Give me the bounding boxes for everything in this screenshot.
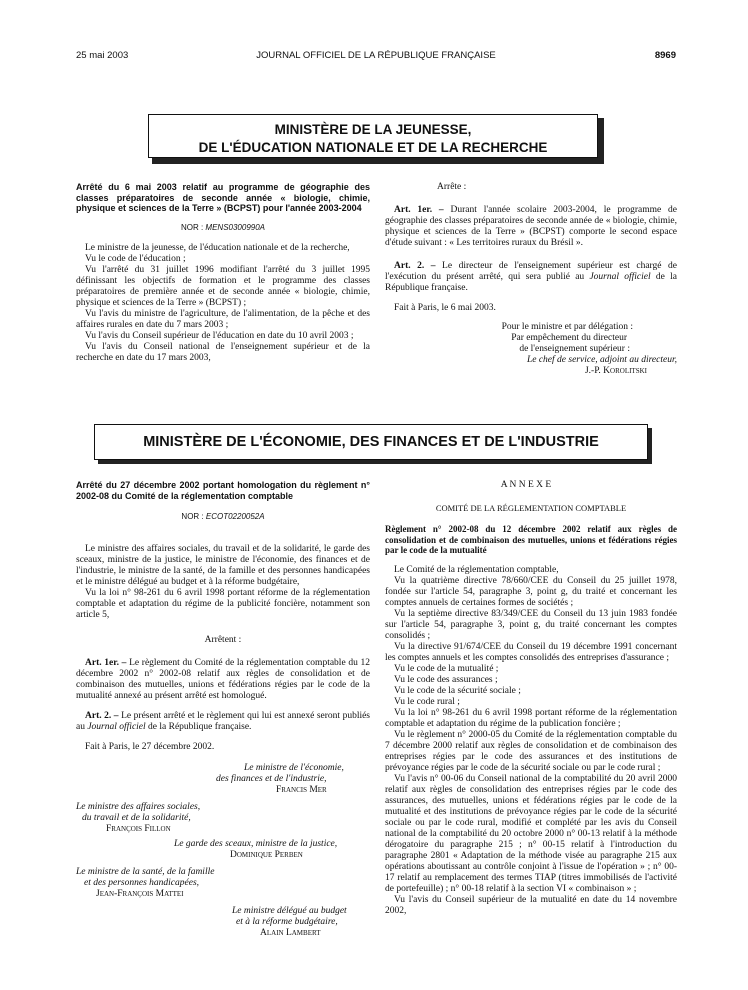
page-header (76, 50, 676, 64)
signature-block-economie (76, 763, 370, 796)
signature-line: de l'enseignement supérieur : (519, 344, 630, 354)
paragraph: Vu l'arrêté du 31 juillet 1996 modifiant l'arrêté du 3 juillet 1995 définissant les objectifs de formation et le programme des classes préparatoires de première année et de seconde année « biologie, chimie, physique et sciences de la Terre » (BCPST) ; (76, 264, 370, 308)
paragraph: Vu la loi n° 98-261 du 6 avril 1998 portant réforme de la réglementation comptable et adaptation du régime de la publicité foncière, notamment son article 5, (76, 588, 370, 620)
reglement-title: Règlement n° 2002-08 du 12 décembre 2002 relatif aux règles de consolidation et de combinaison des mutuelles, unions et fédérations régies par le code de la mutualité (385, 524, 677, 555)
article-text: Durant l'année scolaire 2003-2004, le programme de géographie des classes préparatoires de seconde année de « biologie, chimie, physique et sciences de la Terre » (BCPST) comporte le second espace d'étude suivant : « Les territoires ruraux du Brésil ». (385, 205, 677, 248)
paragraph: Vu le code de l'éducation ; (85, 253, 186, 264)
ministry-heading-line2: DE L'ÉDUCATION NATIONALE ET DE LA RECHERCHE (198, 140, 548, 155)
signature-line: Le ministre délégué au budget (232, 906, 347, 916)
article-label: Art. 2. – (394, 261, 436, 271)
arrete1-nor (76, 222, 370, 233)
signature-line: Pour le ministre et par délégation : (501, 322, 633, 332)
article-text: de la République française. (145, 722, 252, 732)
article-text: de la République française. (385, 272, 678, 293)
signature-block (385, 322, 677, 355)
signatory-name: Jean-François Mattei (96, 889, 184, 899)
nor-code: ECOT0220052A (205, 512, 265, 521)
article-1 (385, 205, 677, 249)
signature-line: Le garde des sceaux, ministre de la justice, (174, 839, 338, 849)
paragraph: Vu la loi n° 98-261 du 6 avril 1998 portant réforme de la réglementation comptable et adaptation du régime de la publication foncière ; (385, 707, 677, 729)
arretent-heading: Arrêtent : (204, 635, 242, 645)
paragraph: Vu l'avis n° 00-06 du Conseil national de la comptabilité du 20 avril 2000 relatif aux règles de consolidation des entreprises régies par le code des assurances, des mutuelles, unions et fédérations régies par le code de la mutualité et des institutions de prévoyance régies par le code de la sécurité sociale ou par le code rural, modifié et complété par les avis du Conseil national de la comptabilité du 20 octobre 2000 n° 00-13 relatif à la méthode dérogatoire du paragraphe 215 ; n° 00-15 relatif à l'introduction du paragraphe 2801 « Adaptation de la méthode visée au paragraphe 215 aux opérations aboutissant au contrôle conjoint à l'issue de l'opération » ; n° 00-17 relatif au remplacement des termes TIAP (titres immobilisés de l'activité de portefeuille) ; n° 00-18 relatif à la section VI « combinaison » ; (385, 773, 677, 894)
signature-line: Le ministre des affaires sociales, (76, 802, 201, 812)
article-1 (76, 658, 370, 702)
header-date: 25 mai 2003 (76, 50, 129, 61)
nor-code: MENS0300990A (205, 222, 266, 232)
paragraph: Le ministre des affaires sociales, du travail et de la solidarité, le garde des sceaux, ministre de la justice, le ministre de l'économie, des finances et de l'industrie, le ministre de la santé, de la famille et des personnes handicapées et le ministre délégué au budget et à la réforme budgétaire, (76, 544, 370, 587)
article-text: Le directeur de l'enseignement supérieur est chargé de l'exécution du présent arrêté, qui sera publié au (385, 261, 677, 282)
arrete2-left-column (76, 480, 370, 939)
article-2 (76, 711, 370, 733)
arrete-heading: Arrête : (437, 182, 467, 192)
paragraph: Vu l'avis du ministre de l'agriculture, de l'alimentation, de la pêche et des affaires rurales en date du 7 mars 2003 ; (76, 308, 370, 330)
paragraph: Vu l'avis du Conseil supérieur de l'éducation en date du 10 avril 2003 ; (85, 330, 354, 341)
journal-officiel-ref: Journal officiel (589, 272, 651, 282)
paragraph: Vu la septième directive 83/349/CEE du Conseil du 13 juin 1983 fondée sur l'article 54, paragraphe 3, point g, du traité concernant les comptes consolidés ; (385, 608, 677, 641)
paragraph: Le Comité de la réglementation comptable, (394, 564, 559, 575)
signatory-name: Francis Mer (276, 785, 327, 795)
article-label: Art. 1er. – (85, 658, 127, 668)
arrete1-left-column (76, 182, 370, 364)
article-text: Le présent arrêté et le règlement qui lui est annexé seront publiés au (76, 711, 371, 732)
article-text: Le règlement du Comité de la réglementation comptable du 12 décembre 2002 n° 2002-08 relatif aux règles de consolidation et de combinaison des mutuelles, unions et fédérations régies par le code de la mutualité annexé au présent arrêté est homologué. (76, 658, 371, 701)
paragraph: Le ministre de la jeunesse, de l'éducation nationale et de la recherche, (85, 242, 350, 253)
signatory-name: François Fillon (106, 824, 171, 834)
ministry-heading-economy: MINISTÈRE DE L'ÉCONOMIE, DES FINANCES ET DE L'INDUSTRIE (94, 424, 648, 460)
signatory-name: Alain Lambert (260, 928, 321, 938)
signature-title: Le chef de service, adjoint au directeur, (526, 355, 677, 365)
arrete1-title: Arrêté du 6 mai 2003 relatif au programme de géographie des classes préparatoires de seconde année « biologie, chimie, physique et sciences de la Terre » (BCPST) pour l'année 2003-2004 (76, 182, 370, 213)
signature-block-justice (76, 839, 370, 861)
signature-line: et à la réforme budgétaire, (236, 917, 338, 927)
article-label: Art. 2. – (85, 711, 119, 721)
paragraph: Vu l'avis du Conseil national de l'enseignement supérieur et de la recherche en date du 17 mars 2003, (76, 341, 370, 363)
signature-line: Le ministre de la santé, de la famille (76, 867, 215, 877)
arrete1-right-column (385, 182, 677, 377)
signature-block-affaires-sociales (76, 802, 370, 835)
header-page-number: 8969 (654, 50, 676, 61)
ministry-heading-line1: MINISTÈRE DE LA JEUNESSE, (274, 122, 472, 137)
article-2 (385, 261, 677, 294)
header-journal-title: JOURNAL OFFICIEL DE LA RÉPUBLIQUE FRANÇAISE (256, 50, 496, 61)
signatory-name: Dominique Perben (230, 850, 303, 860)
arrete2-nor (76, 511, 370, 522)
paragraph: Vu le code de la mutualité ; (394, 663, 499, 674)
signature-block-sante (76, 867, 370, 900)
ministry-heading-education (148, 114, 598, 158)
paragraph: Vu le code rural ; (394, 696, 460, 707)
signature-line: Le ministre de l'économie, (244, 763, 344, 773)
annexe-column (385, 480, 677, 917)
paragraph: Vu le code des assurances ; (394, 674, 498, 685)
signature-line: et des personnes handicapées, (84, 878, 200, 888)
annexe-title: A N N E X E (500, 480, 552, 490)
annexe-subtitle: COMITÉ DE LA RÉGLEMENTATION COMPTABLE (435, 503, 627, 513)
nor-label: NOR : (180, 222, 206, 232)
paragraph: Vu la directive 91/674/CEE du Conseil du 19 décembre 1991 concernant les comptes annuels et les comptes consolidés des entreprises d'assurance ; (385, 641, 677, 663)
signature-line: du travail et de la solidarité, (82, 813, 191, 823)
signature-line: des finances et de l'industrie, (216, 774, 327, 784)
signature-block-budget (76, 906, 370, 939)
journal-officiel-ref: Journal officiel (87, 722, 146, 732)
paragraph: Vu l'avis du Conseil supérieur de la mutualité en date du 14 novembre 2002, (385, 894, 677, 916)
fait-a-paris: Fait à Paris, le 6 mai 2003. (394, 303, 496, 313)
paragraph: Vu la quatrième directive 78/660/CEE du Conseil du 25 juillet 1978, fondée sur l'article 54, paragraphe 3, point g, du traité et concernant les comptes annuels de certaines formes de sociétés ; (385, 575, 677, 608)
arrete2-title: Arrêté du 27 décembre 2002 portant homologation du règlement n° 2002-08 du Comité de la réglementation comptable (76, 480, 370, 501)
article-label: Art. 1er. – (394, 205, 444, 215)
nor-label: NOR : (181, 512, 206, 521)
signatory-name: J.-P. Korolitski (584, 366, 647, 376)
paragraph: Vu le règlement n° 2000-05 du Comité de la réglementation comptable du 7 décembre 2000 relatif aux règles de consolidation et de combinaison des entreprises régies par le code des assurances et des institutions de prévoyance régies par le code de la sécurité sociale ou par le code rural ; (385, 729, 677, 773)
paragraph: Vu le code de la sécurité sociale ; (394, 685, 521, 696)
fait-a-paris: Fait à Paris, le 27 décembre 2002. (85, 742, 215, 752)
signature-line: Par empêchement du directeur (511, 333, 627, 343)
